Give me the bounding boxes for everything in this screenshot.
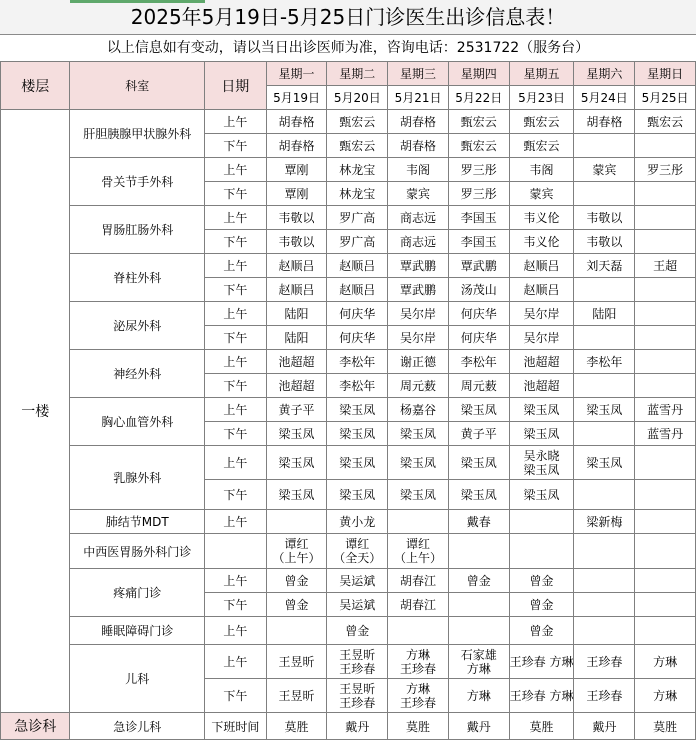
doctor-cell: 曾金 — [509, 617, 574, 645]
doctor-cell: 罗三彤 — [448, 158, 509, 182]
table-row — [1, 158, 696, 182]
doctor-cell: 方琳 — [635, 679, 696, 713]
doctor-cell: 梁玉凤 — [574, 398, 635, 422]
doctor-cell — [448, 617, 509, 645]
table-row — [1, 398, 696, 422]
doctor-cell — [448, 645, 509, 679]
doctor-cell: 李松年 — [574, 350, 635, 374]
weekday-header: 星期二 — [327, 62, 388, 86]
date-header-cell: 5月23日 — [509, 86, 574, 110]
doctor-cell: 何庆华 — [327, 302, 388, 326]
doctor-cell: 蒙宾 — [388, 182, 449, 206]
time-slot: 上午 — [204, 645, 266, 679]
doctor-cell: 甄宏云 — [509, 110, 574, 134]
dept-name: 胃肠肛肠外科 — [70, 206, 204, 254]
time-slot: 上午 — [204, 446, 266, 480]
cell-text: 方琳 王珍春 — [400, 681, 437, 710]
doctor-cell: 韦义伦 — [509, 206, 574, 230]
cell-text: 方琳 王珍春 — [400, 647, 437, 676]
sheet-subtitle: 以上信息如有变动，请以当日出诊医师为准，咨询电话：2531722（服务台） — [0, 35, 696, 62]
cell-text: 吴永晓 梁玉凤 — [523, 448, 560, 477]
doctor-cell — [509, 446, 574, 480]
cell-text: 王昱昕 王珍春 — [339, 681, 376, 710]
doctor-cell: 覃刚 — [266, 182, 327, 206]
doctor-cell: 周元薮 — [388, 374, 449, 398]
doctor-cell: 王珍春 — [574, 645, 635, 679]
time-slot: 上午 — [204, 510, 266, 534]
doctor-cell: 曾金 — [266, 569, 327, 593]
weekday-header: 星期六 — [574, 62, 635, 86]
doctor-cell: 曾金 — [509, 593, 574, 617]
doctor-cell — [388, 510, 449, 534]
doctor-cell: 莫胜 — [388, 713, 449, 740]
doctor-cell: 梁玉凤 — [448, 398, 509, 422]
doctor-cell: 吴运斌 — [327, 569, 388, 593]
date-header-cell: 5月20日 — [327, 86, 388, 110]
doctor-cell: 赵顺吕 — [327, 278, 388, 302]
doctor-cell: 梁玉凤 — [509, 480, 574, 510]
doctor-cell — [635, 134, 696, 158]
dept-name: 疼痛门诊 — [70, 569, 204, 617]
doctor-cell: 何庆华 — [448, 326, 509, 350]
doctor-cell: 汤茂山 — [448, 278, 509, 302]
date-header: 日期 — [204, 62, 266, 110]
time-slot: 上午 — [204, 158, 266, 182]
doctor-cell: 商志远 — [388, 206, 449, 230]
date-header-cell: 5月24日 — [574, 86, 635, 110]
doctor-cell: 甄宏云 — [327, 110, 388, 134]
doctor-cell — [635, 446, 696, 480]
doctor-cell: 李松年 — [448, 350, 509, 374]
dept-name: 胸心血管外科 — [70, 398, 204, 446]
dept-name: 肝胆胰腺甲状腺外科 — [70, 110, 204, 158]
cell-text: 谭红 （上午） — [394, 537, 443, 565]
doctor-cell — [574, 182, 635, 206]
time-slot: 下午 — [204, 182, 266, 206]
doctor-cell: 李松年 — [327, 350, 388, 374]
doctor-cell — [266, 617, 327, 645]
table-row — [1, 446, 696, 480]
doctor-cell: 莫胜 — [266, 713, 327, 740]
doctor-cell: 王昱昕 — [266, 645, 327, 679]
doctor-cell: 梁玉凤 — [327, 480, 388, 510]
doctor-cell: 赵顺吕 — [327, 254, 388, 278]
time-slot: 上午 — [204, 302, 266, 326]
doctor-cell — [635, 510, 696, 534]
doctor-cell: 曾金 — [266, 593, 327, 617]
doctor-cell: 罗广高 — [327, 230, 388, 254]
doctor-cell — [635, 326, 696, 350]
doctor-cell — [635, 230, 696, 254]
doctor-cell: 谢正德 — [388, 350, 449, 374]
floor-label-first: 一楼 — [1, 110, 70, 713]
time-slot: 下午 — [204, 374, 266, 398]
doctor-cell: 曾金 — [448, 569, 509, 593]
dept-name: 肺结节MDT — [70, 510, 204, 534]
doctor-cell — [635, 569, 696, 593]
date-header-cell: 5月22日 — [448, 86, 509, 110]
doctor-cell — [635, 480, 696, 510]
time-slot: 上午 — [204, 254, 266, 278]
doctor-cell: 商志远 — [388, 230, 449, 254]
doctor-cell: 王超 — [635, 254, 696, 278]
doctor-cell: 周元薮 — [448, 374, 509, 398]
table-row — [1, 110, 696, 134]
cell-text: 王昱昕 王珍春 — [339, 647, 376, 676]
doctor-cell: 韦敬以 — [574, 230, 635, 254]
doctor-cell: 赵顺吕 — [509, 254, 574, 278]
table-row — [1, 510, 696, 534]
doctor-cell — [327, 679, 388, 713]
doctor-cell — [635, 206, 696, 230]
doctor-cell: 赵顺吕 — [509, 278, 574, 302]
doctor-cell: 莫胜 — [509, 713, 574, 740]
time-slot: 上午 — [204, 569, 266, 593]
doctor-cell: 黄小龙 — [327, 510, 388, 534]
doctor-cell — [448, 593, 509, 617]
doctor-cell: 戴丹 — [574, 713, 635, 740]
floor-header: 楼层 — [1, 62, 70, 110]
time-slot: 下午 — [204, 134, 266, 158]
doctor-cell: 胡春格 — [574, 110, 635, 134]
doctor-cell: 梁玉凤 — [509, 422, 574, 446]
doctor-cell: 韦阁 — [509, 158, 574, 182]
doctor-cell: 赵顺吕 — [266, 254, 327, 278]
doctor-cell: 梁玉凤 — [448, 480, 509, 510]
dept-name: 骨关节手外科 — [70, 158, 204, 206]
doctor-cell: 甄宏云 — [635, 110, 696, 134]
doctor-cell — [574, 422, 635, 446]
doctor-cell: 吴尔岸 — [509, 302, 574, 326]
table-row — [1, 617, 696, 645]
weekday-header: 星期一 — [266, 62, 327, 86]
doctor-cell: 韦敬以 — [266, 230, 327, 254]
doctor-cell: 胡春格 — [388, 134, 449, 158]
doctor-cell: 方琳 — [635, 645, 696, 679]
schedule-body — [1, 62, 696, 740]
doctor-cell: 梁新梅 — [574, 510, 635, 534]
time-slot: 上午 — [204, 110, 266, 134]
doctor-cell: 吴尔岸 — [388, 302, 449, 326]
doctor-cell — [635, 617, 696, 645]
time-slot: 下午 — [204, 593, 266, 617]
weekday-header: 星期四 — [448, 62, 509, 86]
doctor-cell: 韦敬以 — [266, 206, 327, 230]
doctor-cell: 蒙宾 — [574, 158, 635, 182]
doctor-cell: 梁玉凤 — [327, 398, 388, 422]
doctor-cell: 覃武鹏 — [388, 254, 449, 278]
doctor-cell: 胡春格 — [266, 134, 327, 158]
doctor-cell — [327, 645, 388, 679]
doctor-cell: 胡春格 — [266, 110, 327, 134]
doctor-cell: 韦阁 — [388, 158, 449, 182]
doctor-cell: 黄子平 — [448, 422, 509, 446]
doctor-cell: 林龙宝 — [327, 182, 388, 206]
doctor-cell: 王珍春 方琳 — [509, 679, 574, 713]
doctor-cell: 王珍春 — [574, 679, 635, 713]
time-slot: 上午 — [204, 206, 266, 230]
doctor-cell: 李国玉 — [448, 230, 509, 254]
doctor-cell — [574, 374, 635, 398]
doctor-cell: 甄宏云 — [509, 134, 574, 158]
doctor-cell: 覃武鹏 — [448, 254, 509, 278]
time-slot — [204, 534, 266, 569]
doctor-cell: 何庆华 — [327, 326, 388, 350]
floor-label-emergency: 急诊科 — [1, 713, 70, 740]
doctor-cell: 曾金 — [327, 617, 388, 645]
doctor-cell: 梁玉凤 — [448, 446, 509, 480]
doctor-cell: 甄宏云 — [327, 134, 388, 158]
table-row — [1, 350, 696, 374]
date-header-cell: 5月19日 — [266, 86, 327, 110]
doctor-cell: 戴春 — [448, 510, 509, 534]
doctor-cell: 甄宏云 — [448, 110, 509, 134]
doctor-cell — [574, 326, 635, 350]
time-slot: 下午 — [204, 679, 266, 713]
doctor-cell: 莫胜 — [635, 713, 696, 740]
doctor-cell: 胡春江 — [388, 593, 449, 617]
doctor-cell: 胡春格 — [388, 110, 449, 134]
doctor-cell: 刘天磊 — [574, 254, 635, 278]
doctor-cell — [509, 534, 574, 569]
doctor-cell: 王昱昕 — [266, 679, 327, 713]
time-slot: 下午 — [204, 230, 266, 254]
time-slot: 下午 — [204, 480, 266, 510]
doctor-cell — [574, 569, 635, 593]
doctor-cell: 梁玉凤 — [266, 480, 327, 510]
doctor-cell: 梁玉凤 — [388, 480, 449, 510]
doctor-cell: 胡春江 — [388, 569, 449, 593]
dept-name: 脊柱外科 — [70, 254, 204, 302]
doctor-cell — [574, 480, 635, 510]
doctor-cell: 蓝雪丹 — [635, 422, 696, 446]
doctor-cell: 赵顺吕 — [266, 278, 327, 302]
doctor-cell — [266, 534, 327, 569]
table-row — [1, 534, 696, 569]
weekday-header: 星期三 — [388, 62, 449, 86]
doctor-cell — [388, 617, 449, 645]
doctor-cell: 梁玉凤 — [388, 422, 449, 446]
doctor-cell: 罗三彤 — [635, 158, 696, 182]
table-row — [1, 254, 696, 278]
doctor-cell — [448, 534, 509, 569]
time-slot: 下午 — [204, 278, 266, 302]
doctor-cell: 梁玉凤 — [574, 446, 635, 480]
doctor-cell: 林龙宝 — [327, 158, 388, 182]
doctor-cell: 梁玉凤 — [266, 446, 327, 480]
doctor-cell: 覃刚 — [266, 158, 327, 182]
doctor-cell: 戴丹 — [448, 713, 509, 740]
doctor-cell: 王珍春 方琳 — [509, 645, 574, 679]
doctor-cell: 黄子平 — [266, 398, 327, 422]
time-slot: 下班时间 — [204, 713, 266, 740]
doctor-cell: 池超超 — [266, 374, 327, 398]
cell-text: 石家雄 方琳 — [460, 647, 497, 676]
date-header-cell: 5月21日 — [388, 86, 449, 110]
time-slot: 上午 — [204, 350, 266, 374]
table-row — [1, 569, 696, 593]
doctor-cell: 何庆华 — [448, 302, 509, 326]
cell-text: 谭红 （上午） — [272, 537, 321, 565]
doctor-cell: 吴尔岸 — [509, 326, 574, 350]
time-slot: 上午 — [204, 398, 266, 422]
doctor-cell: 陆阳 — [266, 326, 327, 350]
doctor-cell: 方琳 — [448, 679, 509, 713]
doctor-cell: 蒙宾 — [509, 182, 574, 206]
dept-name: 急诊儿科 — [70, 713, 204, 740]
doctor-cell: 甄宏云 — [448, 134, 509, 158]
time-slot: 上午 — [204, 617, 266, 645]
dept-header: 科室 — [70, 62, 204, 110]
date-header-cell: 5月25日 — [635, 86, 696, 110]
doctor-cell — [509, 510, 574, 534]
doctor-cell: 戴丹 — [327, 713, 388, 740]
schedule-table — [0, 61, 696, 740]
doctor-cell — [635, 593, 696, 617]
table-row — [1, 645, 696, 679]
doctor-cell — [635, 302, 696, 326]
doctor-cell — [574, 134, 635, 158]
doctor-cell: 梁玉凤 — [388, 446, 449, 480]
doctor-cell — [635, 534, 696, 569]
dept-name: 乳腺外科 — [70, 446, 204, 510]
doctor-cell: 吴尔岸 — [388, 326, 449, 350]
weekday-header: 星期日 — [635, 62, 696, 86]
weekday-header: 星期五 — [509, 62, 574, 86]
doctor-cell: 梁玉凤 — [327, 446, 388, 480]
time-slot: 下午 — [204, 422, 266, 446]
dept-name: 睡眠障碍门诊 — [70, 617, 204, 645]
doctor-cell — [574, 534, 635, 569]
doctor-cell: 梁玉凤 — [266, 422, 327, 446]
cell-text: 谭红 （全天） — [333, 537, 382, 565]
doctor-cell: 梁玉凤 — [509, 398, 574, 422]
dept-name: 泌尿外科 — [70, 302, 204, 350]
doctor-cell: 池超超 — [509, 350, 574, 374]
doctor-cell — [388, 679, 449, 713]
doctor-cell: 罗广高 — [327, 206, 388, 230]
doctor-cell: 池超超 — [266, 350, 327, 374]
doctor-cell: 李国玉 — [448, 206, 509, 230]
doctor-cell: 李松年 — [327, 374, 388, 398]
doctor-cell — [635, 182, 696, 206]
table-row — [1, 713, 696, 740]
dept-name: 儿科 — [70, 645, 204, 713]
doctor-cell: 池超超 — [509, 374, 574, 398]
table-row — [1, 302, 696, 326]
doctor-cell — [574, 593, 635, 617]
sheet-title: 2025年5月19日-5月25日门诊医生出诊信息表！ — [0, 0, 696, 35]
dept-name: 中西医胃肠外科门诊 — [70, 534, 204, 569]
doctor-cell: 韦敬以 — [574, 206, 635, 230]
doctor-cell: 蓝雪丹 — [635, 398, 696, 422]
doctor-cell — [388, 645, 449, 679]
doctor-cell — [266, 510, 327, 534]
doctor-cell: 罗三彤 — [448, 182, 509, 206]
doctor-cell — [327, 534, 388, 569]
doctor-cell: 陆阳 — [574, 302, 635, 326]
doctor-cell — [635, 278, 696, 302]
doctor-cell: 杨嘉谷 — [388, 398, 449, 422]
cell-selection-mark — [70, 0, 205, 3]
doctor-cell: 覃武鹏 — [388, 278, 449, 302]
dept-name: 神经外科 — [70, 350, 204, 398]
doctor-cell: 梁玉凤 — [327, 422, 388, 446]
time-slot: 下午 — [204, 326, 266, 350]
doctor-cell — [574, 617, 635, 645]
doctor-cell — [635, 374, 696, 398]
doctor-cell: 韦义伦 — [509, 230, 574, 254]
doctor-cell — [388, 534, 449, 569]
doctor-cell — [574, 278, 635, 302]
doctor-cell: 陆阳 — [266, 302, 327, 326]
doctor-cell: 吴运斌 — [327, 593, 388, 617]
table-row — [1, 206, 696, 230]
doctor-cell: 曾金 — [509, 569, 574, 593]
doctor-cell — [635, 350, 696, 374]
